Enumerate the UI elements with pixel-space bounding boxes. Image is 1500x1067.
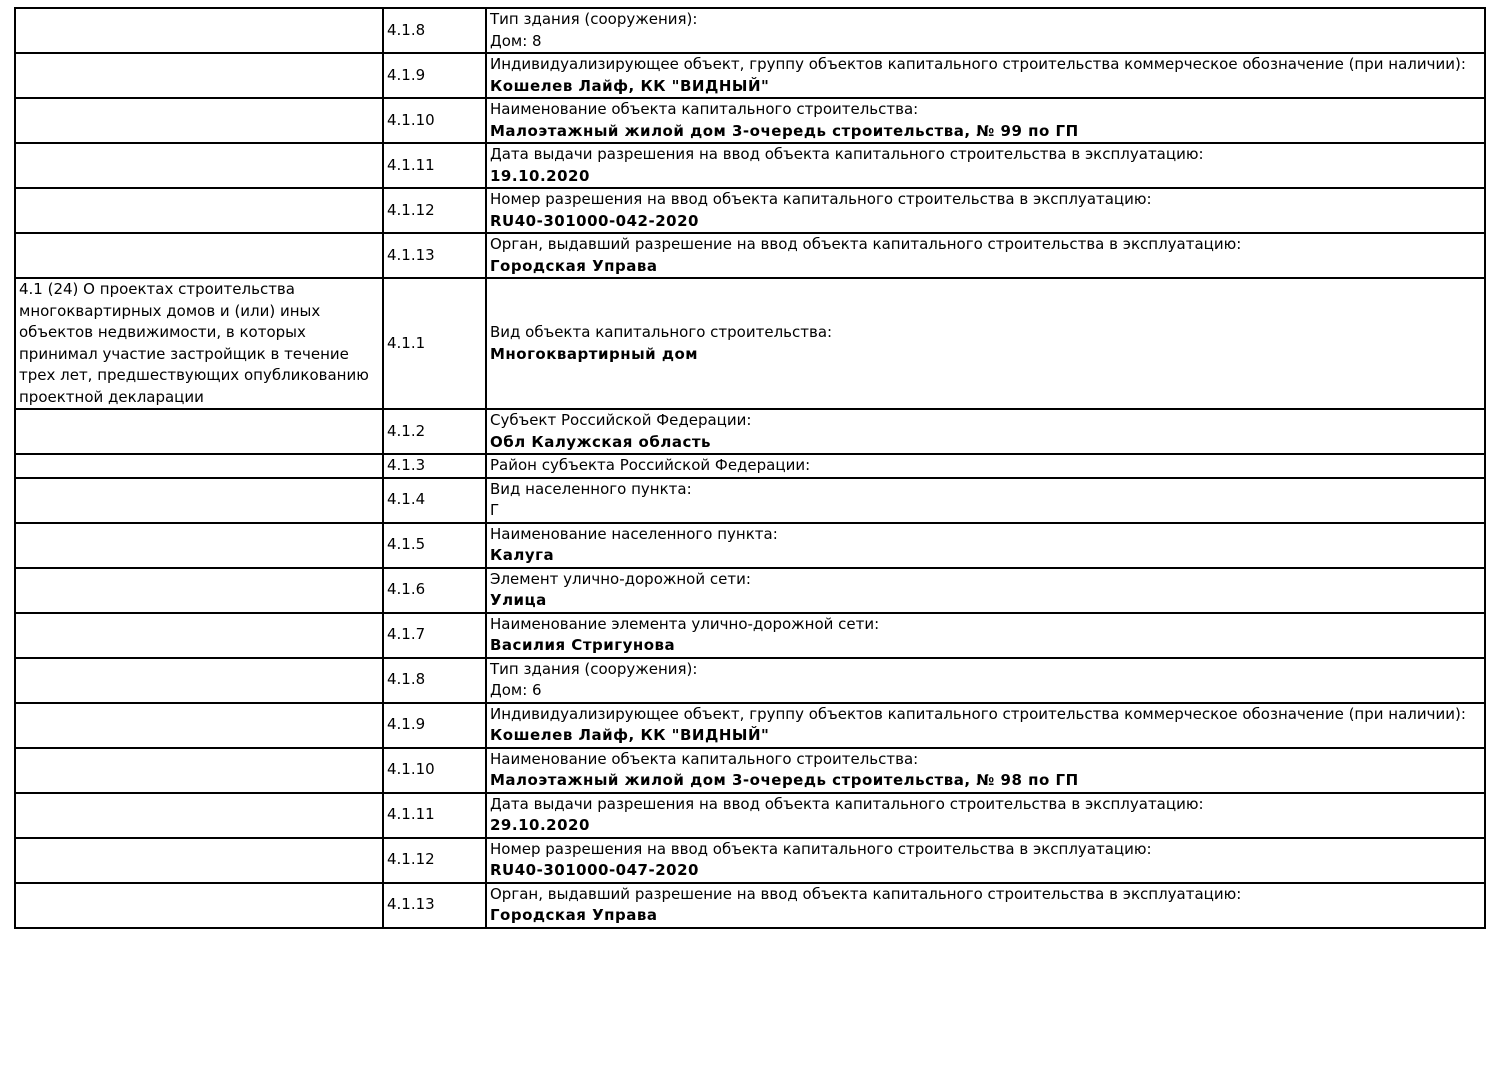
table-row [15, 793, 1485, 838]
section-cell [15, 523, 383, 568]
table-row [15, 188, 1485, 233]
section-cell [15, 409, 383, 454]
field-value: RU40-301000-047-2020 [490, 861, 699, 879]
table-row [15, 613, 1485, 658]
section-cell [15, 233, 383, 278]
field-value: Г [490, 501, 500, 519]
field-cell [486, 53, 1485, 98]
field-cell [486, 838, 1485, 883]
section-cell [15, 188, 383, 233]
table-row [15, 409, 1485, 454]
row-number: 4.1.11 [383, 143, 486, 188]
field-label: Орган, выдавший разрешение на ввод объекта капитального строительства в эксплуатацию: [490, 235, 1242, 253]
table-row [15, 478, 1485, 523]
field-cell [486, 568, 1485, 613]
row-number: 4.1.9 [383, 703, 486, 748]
field-cell [486, 8, 1485, 53]
table-body [15, 8, 1485, 928]
field-label: Вид объекта капитального строительства: [490, 323, 833, 341]
section-cell [15, 478, 383, 523]
section-cell [15, 658, 383, 703]
field-label: Элемент улично-дорожной сети: [490, 569, 751, 588]
row-number: 4.1.13 [383, 233, 486, 278]
field-value: Обл Калужская область [490, 432, 712, 451]
field-label: Вид населенного пункта: [490, 479, 692, 498]
field-value: Кошелев Лайф, КК "ВИДНЫЙ" [490, 726, 770, 744]
field-cell [486, 613, 1485, 658]
field-value: Дом: 8 [490, 31, 542, 50]
table-row [15, 143, 1485, 188]
field-value: 29.10.2020 [490, 816, 590, 834]
section-cell [15, 793, 383, 838]
section-cell [15, 8, 383, 53]
section-cell [15, 53, 383, 98]
section-cell [15, 568, 383, 613]
field-label: Номер разрешения на ввод объекта капитального строительства в эксплуатацию: [490, 839, 1152, 858]
row-number: 4.1.8 [383, 8, 486, 53]
section-cell [15, 883, 383, 928]
field-value: RU40-301000-042-2020 [490, 211, 699, 230]
field-label: Субъект Российской Федерации: [490, 411, 752, 429]
field-cell [486, 188, 1485, 233]
field-value: Городская Управа [490, 256, 658, 275]
field-cell [486, 478, 1485, 523]
table-row [15, 883, 1485, 928]
field-value: Улица [490, 591, 547, 609]
field-label: Тип здания (сооружения): [490, 659, 698, 678]
field-label: Район субъекта Российской Федерации: [490, 456, 811, 474]
field-label: Дата выдачи разрешения на ввод объекта капитального строительства в эксплуатацию: [490, 145, 1204, 163]
field-value: Многоквартирный дом [490, 344, 699, 363]
field-cell [486, 883, 1485, 928]
row-number: 4.1.11 [383, 793, 486, 838]
row-number: 4.1.10 [383, 98, 486, 143]
field-cell [486, 703, 1485, 748]
field-label: Наименование населенного пункта: [490, 524, 778, 543]
table-row [15, 703, 1485, 748]
row-number: 4.1.3 [383, 454, 486, 478]
section-cell: 4.1 (24) О проектах строительства многоквартирных домов и (или) иных объектов недвижимости, в которых принимал участие застройщик в течение трех лет, предшествующих опубликованию проектной декларации [15, 278, 383, 409]
document-page [0, 7, 1500, 929]
table-row [15, 748, 1485, 793]
field-value: Калуга [490, 546, 555, 564]
field-cell [486, 523, 1485, 568]
table-row [15, 53, 1485, 98]
row-number: 4.1.4 [383, 478, 486, 523]
row-number: 4.1.13 [383, 883, 486, 928]
field-label: Наименование объекта капитального строительства: [490, 100, 919, 118]
field-value: Василия Стригунова [490, 636, 676, 654]
field-label: Наименование объекта капитального строительства: [490, 749, 919, 768]
field-value: Кошелев Лайф, КК "ВИДНЫЙ" [490, 76, 770, 95]
table-row [15, 233, 1485, 278]
field-value: Малоэтажный жилой дом 3-очередь строительства, № 98 по ГП [490, 771, 1079, 789]
section-cell [15, 613, 383, 658]
table-row [15, 568, 1485, 613]
field-label: Номер разрешения на ввод объекта капитального строительства в эксплуатацию: [490, 190, 1152, 208]
row-number: 4.1.6 [383, 568, 486, 613]
field-label: Орган, выдавший разрешение на ввод объекта капитального строительства в эксплуатацию: [490, 884, 1242, 903]
row-number: 4.1.8 [383, 658, 486, 703]
field-cell [486, 658, 1485, 703]
field-value: 19.10.2020 [490, 166, 590, 185]
table-row [15, 838, 1485, 883]
table-row [15, 98, 1485, 143]
field-label: Индивидуализирующее объект, группу объектов капитального строительства коммерческое обозначение (при наличии): [490, 55, 1466, 73]
field-value: Дом: 6 [490, 681, 542, 699]
row-number: 4.1.10 [383, 748, 486, 793]
field-cell [486, 409, 1485, 454]
table-row [15, 8, 1485, 53]
section-cell [15, 838, 383, 883]
field-cell [486, 233, 1485, 278]
row-number: 4.1.12 [383, 838, 486, 883]
section-cell [15, 98, 383, 143]
row-number: 4.1.7 [383, 613, 486, 658]
field-cell [486, 793, 1485, 838]
row-number: 4.1.2 [383, 409, 486, 454]
table-row [15, 523, 1485, 568]
field-cell [486, 278, 1485, 409]
section-cell [15, 454, 383, 478]
field-label: Индивидуализирующее объект, группу объектов капитального строительства коммерческое обозначение (при наличии): [490, 704, 1466, 723]
declaration-table [14, 7, 1486, 929]
field-cell [486, 98, 1485, 143]
section-cell [15, 143, 383, 188]
field-cell [486, 748, 1485, 793]
row-number: 4.1.9 [383, 53, 486, 98]
field-label: Наименование элемента улично-дорожной сети: [490, 614, 880, 633]
table-row [15, 278, 1485, 409]
field-cell [486, 143, 1485, 188]
table-row [15, 454, 1485, 478]
table-row [15, 658, 1485, 703]
field-value: Городская Управа [490, 906, 658, 924]
field-label: Дата выдачи разрешения на ввод объекта капитального строительства в эксплуатацию: [490, 794, 1204, 813]
row-number: 4.1.5 [383, 523, 486, 568]
row-number: 4.1.12 [383, 188, 486, 233]
section-cell [15, 703, 383, 748]
row-number: 4.1.1 [383, 278, 486, 409]
section-cell [15, 748, 383, 793]
field-value: Малоэтажный жилой дом 3-очередь строительства, № 99 по ГП [490, 121, 1079, 140]
field-label: Тип здания (сооружения): [490, 10, 698, 28]
field-cell [486, 454, 1485, 478]
